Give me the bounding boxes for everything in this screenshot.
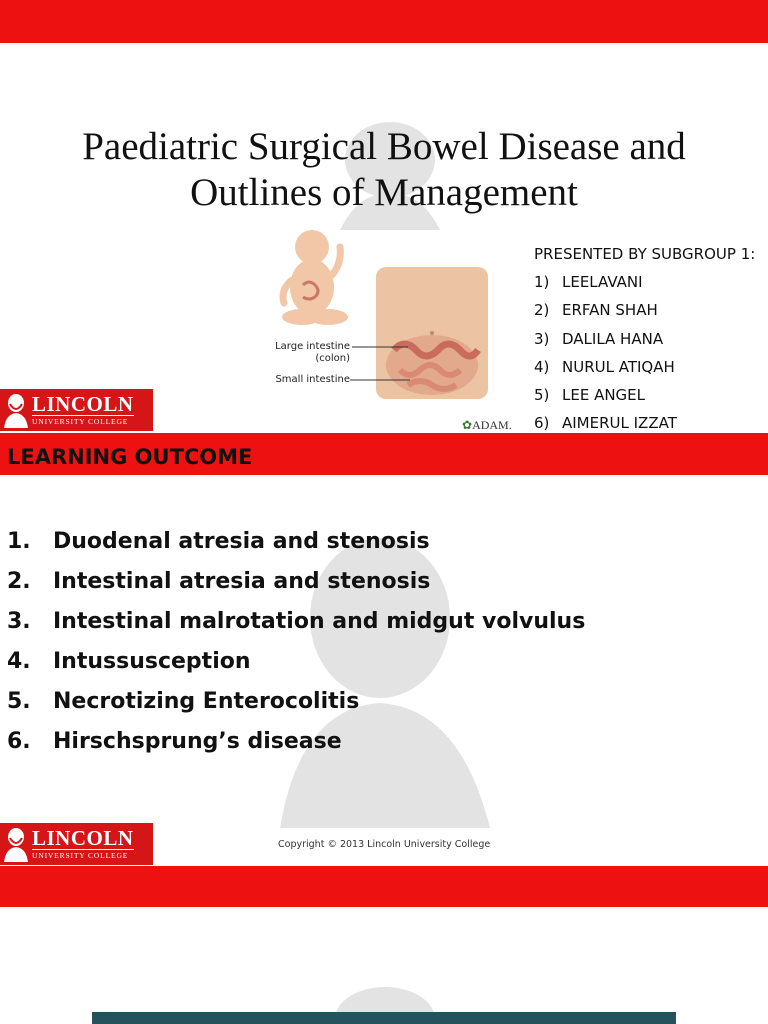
adam-leaf-icon: ✿ <box>462 418 473 432</box>
list-item <box>534 409 768 433</box>
large-intestine-label <box>272 341 350 365</box>
outcome-text: Necrotizing Enterocolitis <box>53 688 360 714</box>
list-number: 5. <box>7 688 31 714</box>
slide-heading: LEARNING OUTCOME <box>7 445 253 469</box>
next-slide-partial <box>0 907 768 1024</box>
list-number: 1. <box>7 528 31 554</box>
slide-title <box>0 124 768 216</box>
list-number: 4) <box>534 357 550 376</box>
list-item <box>7 561 747 601</box>
outcome-text: Intussusception <box>53 648 251 674</box>
presenter-name: LEE ANGEL <box>562 386 646 405</box>
presenter-name: AIMERUL IZZAT <box>562 414 677 433</box>
list-number: 2. <box>7 568 31 594</box>
list-item <box>7 521 747 561</box>
list-item <box>534 296 768 324</box>
lincoln-bust-icon <box>2 392 30 428</box>
title-slide <box>0 0 768 433</box>
presenter-name: DALILA HANA <box>562 329 664 348</box>
adam-credit <box>462 418 512 433</box>
list-number: 3. <box>7 608 31 634</box>
logo-subtitle: UNIVERSITY COLLEGE <box>32 415 134 426</box>
baby-anatomy-icon <box>270 225 520 433</box>
outcome-text: Intestinal atresia and stenosis <box>53 568 431 594</box>
content-panel <box>92 1012 676 1024</box>
outcome-text: Hirschsprung’s disease <box>53 728 342 754</box>
logo-subtitle: UNIVERSITY COLLEGE <box>32 849 134 860</box>
list-item <box>7 721 747 761</box>
outcome-text: Duodenal atresia and stenosis <box>53 528 430 554</box>
list-item <box>534 353 768 381</box>
logo-words <box>32 394 134 426</box>
outcomes-list <box>7 521 747 761</box>
large-intestine-text: Large intestine <box>275 341 350 352</box>
presenter-name: NURUL ATIQAH <box>562 357 675 376</box>
list-item <box>7 681 747 721</box>
lincoln-bust-icon <box>2 826 30 862</box>
list-number: 3) <box>534 329 550 348</box>
list-number: 6) <box>534 414 550 433</box>
list-item <box>7 641 747 681</box>
presenter-name: ERFAN SHAH <box>562 301 658 320</box>
outcome-text: Intestinal malrotation and midgut volvulus <box>53 608 586 634</box>
list-item <box>534 268 768 296</box>
bowel-illustration <box>270 225 520 433</box>
list-item <box>7 601 747 641</box>
learning-outcome-slide <box>0 433 768 907</box>
presenters-heading: PRESENTED BY SUBGROUP 1: <box>534 245 756 263</box>
top-red-banner <box>0 0 768 43</box>
adam-text: ADAM. <box>472 418 512 432</box>
list-item <box>534 381 768 409</box>
list-number: 1) <box>534 273 550 292</box>
logo-name: LINCOLN <box>32 826 134 850</box>
presenters-list <box>534 240 768 433</box>
logo-words <box>32 828 134 860</box>
lincoln-logo <box>0 389 153 431</box>
list-number: 6. <box>7 728 31 754</box>
copyright-text: Copyright © 2013 Lincoln University College <box>278 839 491 850</box>
title-line-2: Outlines of Management <box>190 171 578 214</box>
lincoln-logo <box>0 823 153 865</box>
small-intestine-label: Small intestine <box>275 374 350 385</box>
presenter-name: LEELAVANI <box>562 273 643 292</box>
list-number: 2) <box>534 301 550 320</box>
list-number: 5) <box>534 386 550 405</box>
logo-name: LINCOLN <box>32 392 134 416</box>
footer-red-banner <box>0 866 768 907</box>
title-line-1: Paediatric Surgical Bowel Disease and <box>82 125 686 168</box>
colon-text: (colon) <box>315 353 350 364</box>
list-item <box>534 325 768 353</box>
list-number: 4. <box>7 648 31 674</box>
